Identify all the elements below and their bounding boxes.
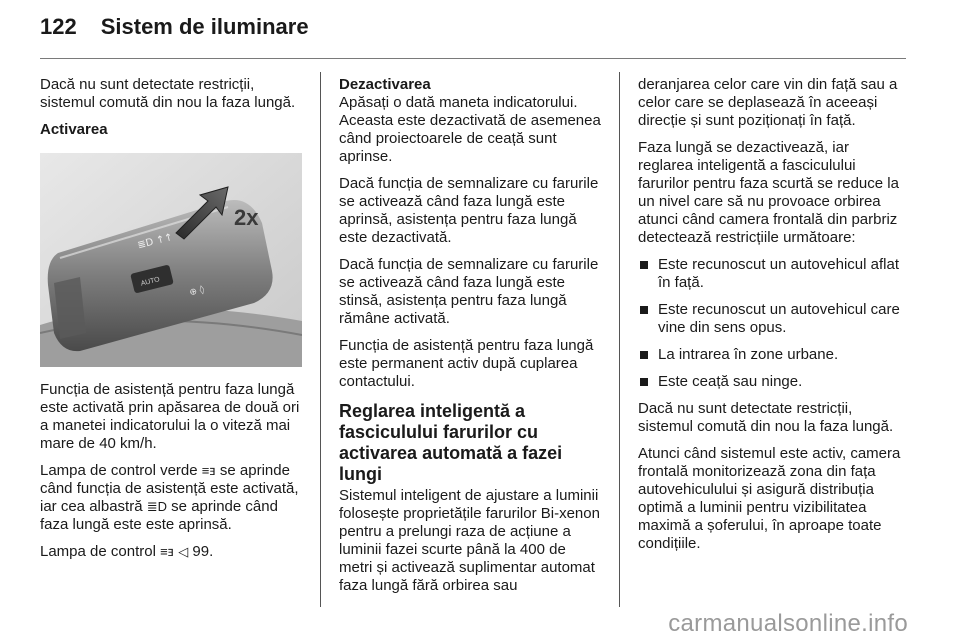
column-2 bbox=[339, 76, 601, 604]
header-rule bbox=[40, 58, 906, 59]
deactivate-paragraph: Apăsați o dată maneta indicatorului. Aceasta este dezactivată de asemenea când proiectoarele de ceață sunt aprinse. bbox=[339, 94, 601, 165]
control-lamp-reference bbox=[40, 543, 302, 561]
page-reference-arrow-icon: ◁ bbox=[178, 544, 189, 559]
intro-paragraph: Dacă nu sunt detectate restricții, sistemul comută din nou la faza lungă. bbox=[40, 76, 296, 111]
column-3 bbox=[638, 76, 904, 562]
flash-on-paragraph: Dacă funcția de semnalizare cu farurile se activează când faza lungă este aprinsă, asistența pentru faza lungă este dezactivată. bbox=[339, 175, 599, 246]
control-lamp-text-b: se aprinde când funcția de asistență este activată, iar cea albastră bbox=[40, 462, 299, 515]
bullet-square-icon bbox=[640, 378, 648, 386]
watermark: carmanualsonline.info bbox=[668, 610, 908, 637]
no-restrictions-paragraph: Dacă nu sunt detectate restricții, sistemul comută din nou la faza lungă. bbox=[638, 400, 894, 435]
reference-text-a: Lampa de control bbox=[40, 543, 161, 560]
deactivate-heading: Dezactivarea bbox=[339, 76, 431, 93]
list-item: Este recunoscut un autovehicul aflat în față. bbox=[638, 256, 904, 292]
bullet-square-icon bbox=[640, 261, 648, 269]
svg-text:AUTO: AUTO bbox=[140, 276, 161, 288]
svg-text:⊕ ◊: ⊕ ◊ bbox=[188, 285, 206, 299]
bullet-square-icon bbox=[640, 306, 648, 314]
reference-page: 99. bbox=[188, 543, 214, 560]
column-1 bbox=[40, 76, 302, 570]
activate-heading: Activarea bbox=[40, 121, 108, 138]
control-lamp-text-c: se aprinde când faza lungă este este aprinsă. bbox=[40, 498, 278, 533]
system-active-paragraph: Atunci când sistemul este activ, camera frontală monitorizează zona din fața autovehiculului și asigură distribuția optimă a luminii pentru vizibilitatea maximă a șoferului, în aproape toate condițiile. bbox=[638, 445, 901, 552]
figure-press-label: 2x bbox=[234, 205, 259, 230]
continuation-paragraph: deranjarea celor care vin din față sau a celor care se deplasează în aceeași direcție și sunt poziționați în față. bbox=[638, 76, 898, 129]
high-beam-assist-icon: ≡ⱻ bbox=[201, 463, 216, 478]
indicator-stalk-figure bbox=[40, 153, 302, 367]
restrictions-intro-paragraph: Faza lungă se dezactivează, iar reglarea inteligentă a fasciculului farurilor pentru faza scurtă se reduce la un nivel care să nu provoace orbirea atunci când camera frontală din parbriz detectează restricțiile următoare: bbox=[638, 139, 899, 246]
intelligent-light-paragraph: Sistemul inteligent de ajustare a luminii folosește proprietățile farurilor Bi-xenon pentru a prelungi raza de acțiune a luminii fazei scurte până la 400 de metri și activează suplimentar automat faza lungă fără orbirea sau bbox=[339, 487, 600, 594]
column-divider bbox=[619, 72, 620, 607]
high-beam-icon: ≣D bbox=[146, 499, 168, 514]
bullet-square-icon bbox=[640, 351, 648, 359]
column-divider bbox=[320, 72, 321, 607]
restrictions-list bbox=[638, 256, 904, 391]
control-lamp-text-a: Lampa de control verde bbox=[40, 462, 202, 479]
list-item: Este ceață sau ninge. bbox=[638, 373, 904, 391]
list-item: La intrarea în zone urbane. bbox=[638, 346, 904, 364]
high-beam-assist-icon: ≡ⱻ bbox=[160, 544, 175, 559]
page-number: 122 bbox=[40, 14, 77, 39]
permanent-active-paragraph: Funcția de asistență pentru faza lungă este permanent activ după cuplarea contactului. bbox=[339, 337, 594, 390]
section-title: Reglarea inteligentă a fasciculului farurilor cu activarea automată a fazei lungi bbox=[339, 401, 563, 484]
flash-off-paragraph: Dacă funcția de semnalizare cu farurile se activează când faza lungă este stinsă, asistența pentru faza lungă rămâne activată. bbox=[339, 256, 599, 327]
assist-activation-paragraph: Funcția de asistență pentru faza lungă este activată prin apăsarea de două ori a manetei indicatorului la o viteză mai mare de 40 km/h. bbox=[40, 381, 300, 452]
list-item: Este recunoscut un autovehicul care vine din sens opus. bbox=[638, 301, 904, 337]
page-header bbox=[40, 14, 309, 50]
chapter-title: Sistem de iluminare bbox=[100, 14, 309, 39]
svg-text:≣D ↑↑: ≣D ↑↑ bbox=[136, 231, 175, 252]
control-lamp-paragraph bbox=[40, 462, 302, 534]
